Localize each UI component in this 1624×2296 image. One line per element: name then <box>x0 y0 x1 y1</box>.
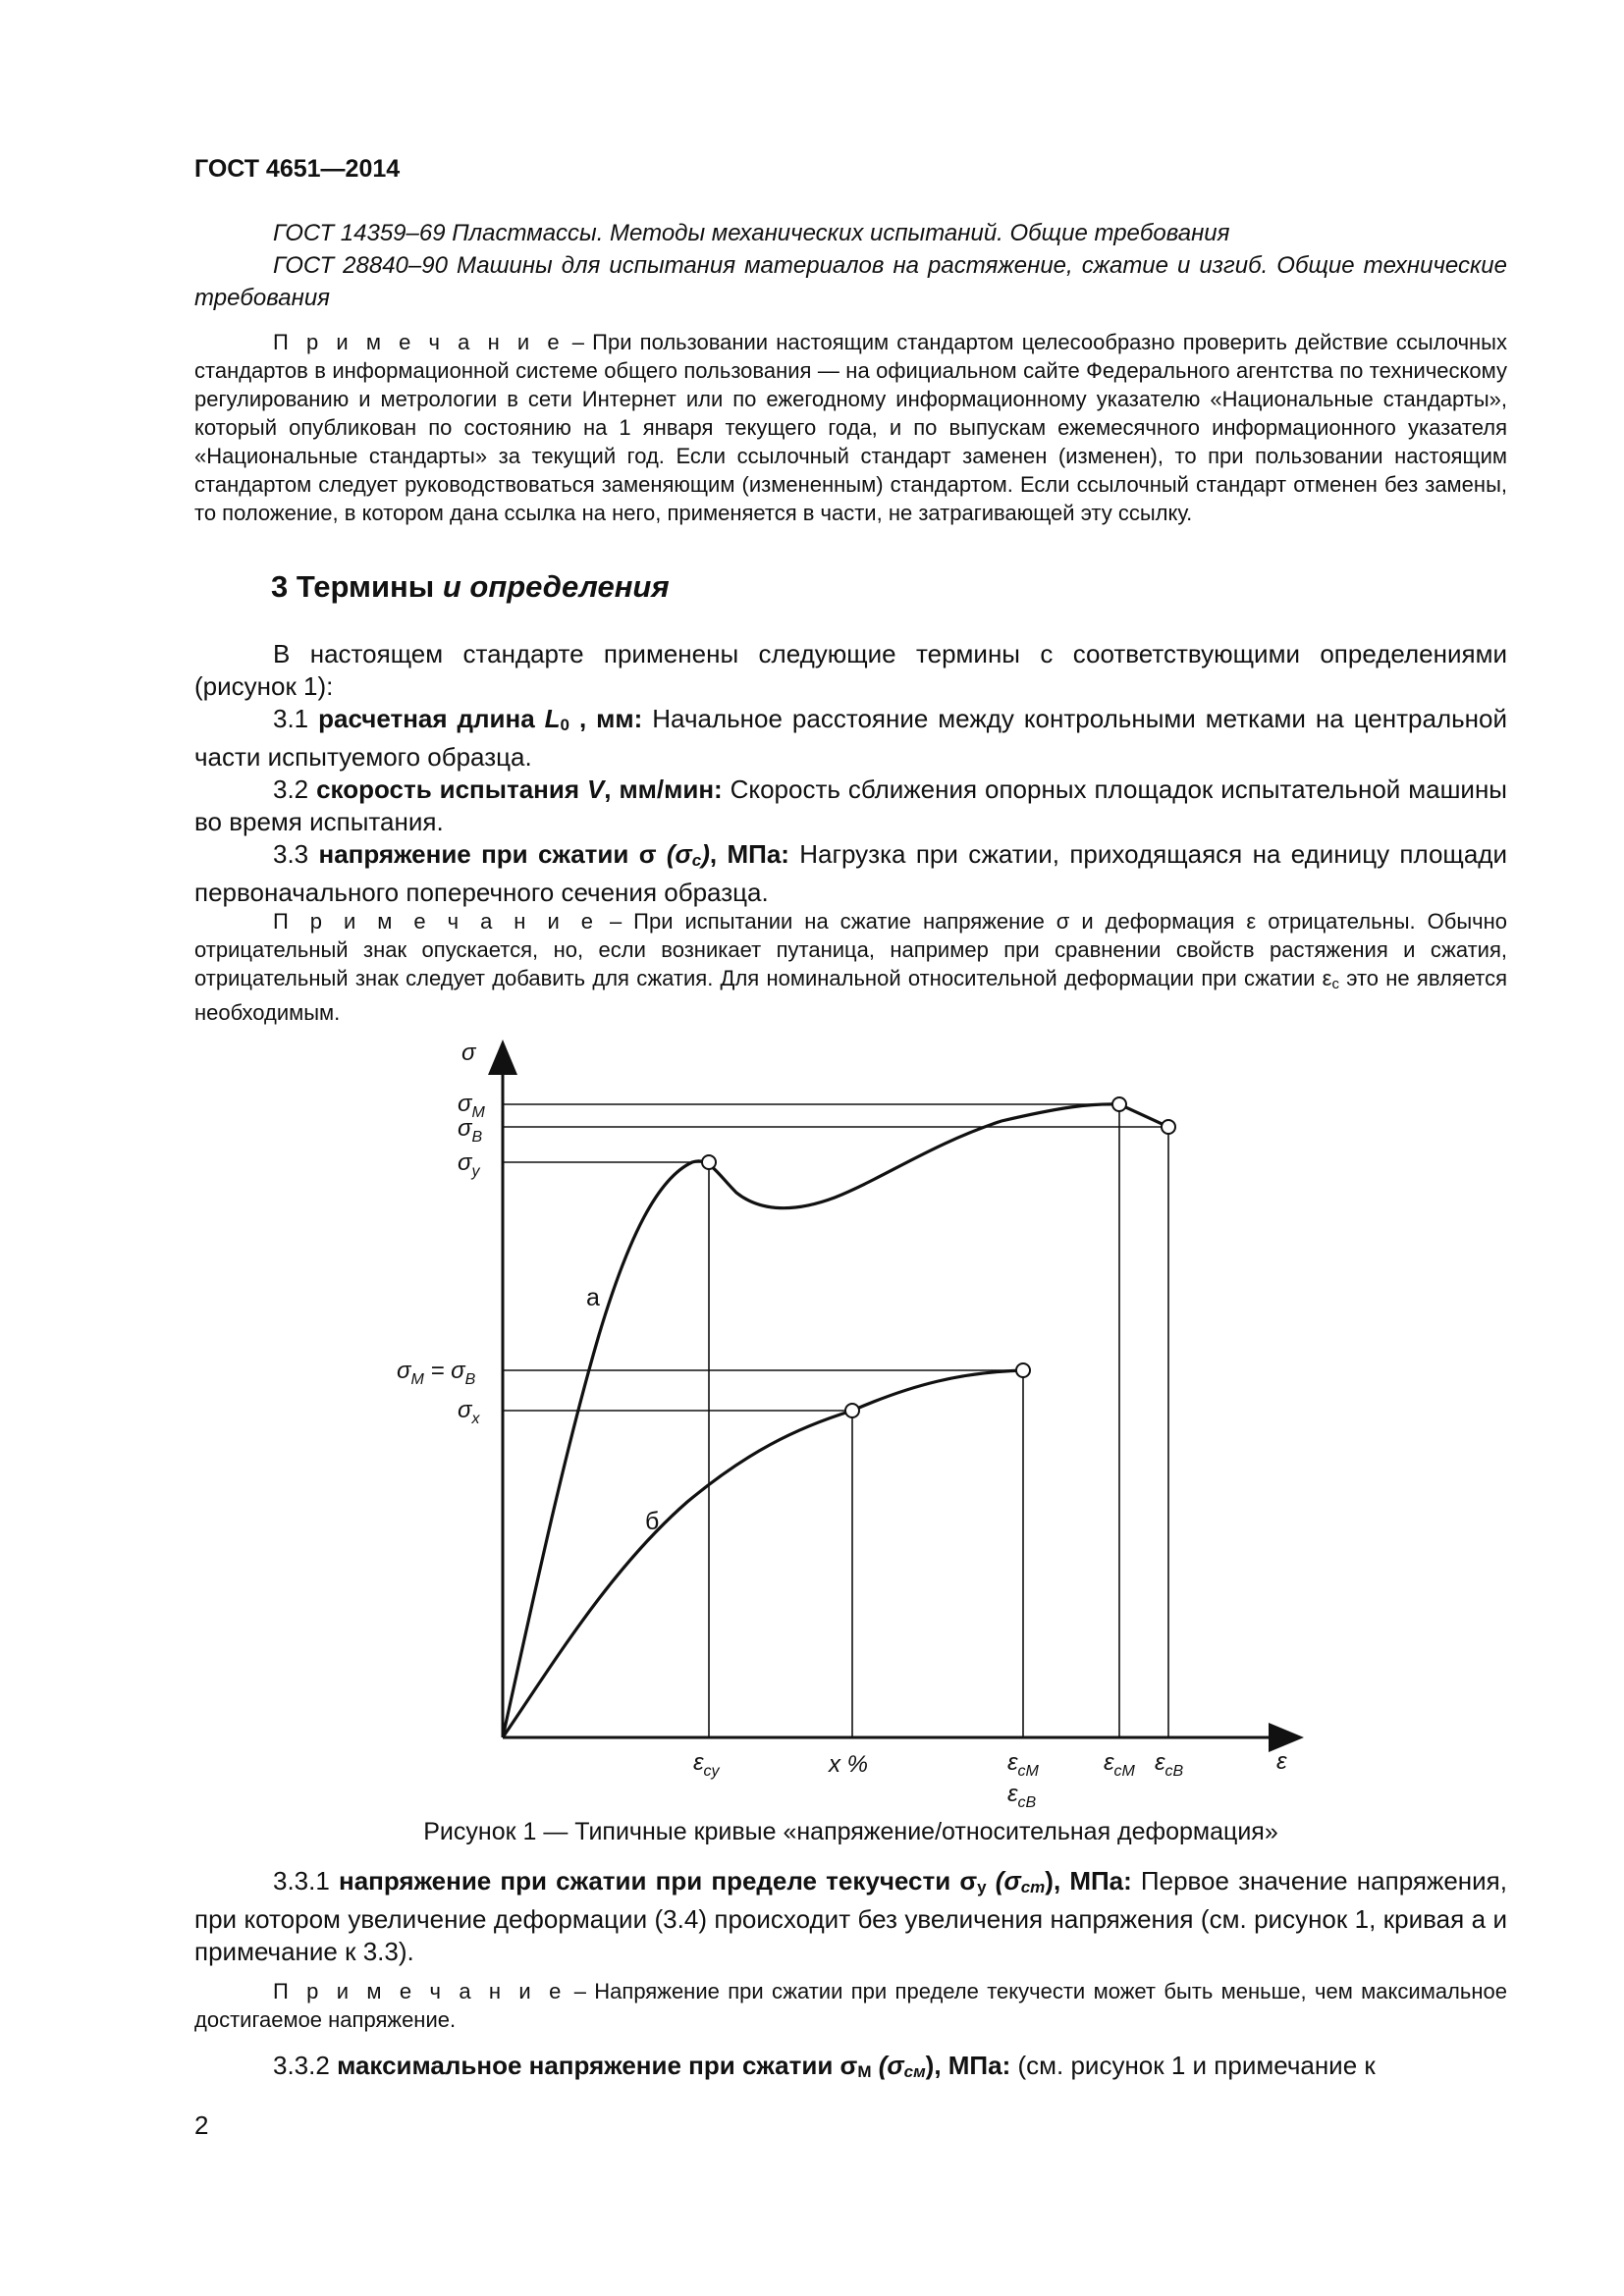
note-text: – Напряжение при сжатии при пределе текучести может быть меньше, чем максимальное достигаемое напряжение. <box>194 1979 1507 2032</box>
reference-item: ГОСТ 14359–69 Пластмассы. Методы механических испытаний. Общие требования <box>273 220 1230 246</box>
label-x-percent: x % <box>829 1751 869 1778</box>
label-eps-cB-a: $\varepsilon_{cB}$ <box>1155 1749 1184 1780</box>
curve-a <box>503 1104 1168 1737</box>
curve-b-label: б <box>645 1508 660 1535</box>
label-sigma-y: $\sigma_y$ <box>458 1149 480 1180</box>
curve-b <box>503 1370 1023 1737</box>
term-3-3-2: 3.3.2 максимальное напряжение при сжатии σМ (σсм), МПа: (см. рисунок 1 и примечание к <box>273 2051 1376 2081</box>
section-title: 3 Термины <box>271 569 443 604</box>
label-eps-cB-b: $\varepsilon_{cB}$ <box>1007 1781 1037 1811</box>
note-text: – При испытании на сжатие напряжение σ и деформация ε отрицательны. Обычно отрицательный знак опускается, но, если возникает путаница, например при сравнении свойств растяжения и сжатия, отрицательный знак следует добавить для сжатия. Для номинальной относительной деформации при сжатии ε <box>194 909 1507 990</box>
reference-item: ГОСТ 28840–90 Машины для испытания материалов на растяжение, сжатие и изгиб. Общие технические требования <box>194 252 1507 311</box>
page-number: 2 <box>194 2110 209 2140</box>
curve-a-label: а <box>586 1284 600 1311</box>
figure-caption: Рисунок 1 — Типичные кривые «напряжение/относительная деформация» <box>423 1818 1278 1845</box>
note-3 <box>194 1977 1507 2034</box>
term-3-3: 3.3 напряжение при сжатии σ (σс), МПа: Нагрузка при сжатии, приходящаяся на единицу площади первоначального поперечного сечения образца. <box>194 839 1507 907</box>
label-eps-cy: $\varepsilon_{cy}$ <box>693 1749 720 1780</box>
section-title-italic: и определения <box>442 569 670 604</box>
reference-lines <box>503 1104 1168 1737</box>
label-eps-cM-a: $\varepsilon_{cM}$ <box>1104 1749 1135 1780</box>
y-axis-label: σ <box>461 1040 476 1066</box>
label-sigma-M: $\sigma_М$ <box>458 1091 485 1121</box>
term-3-2: 3.2 скорость испытания V, мм/мин: Скорость сближения опорных площадок испытательной машины во время испытания. <box>194 774 1507 836</box>
label-eps-cM-b: $\varepsilon_{cM}$ <box>1007 1749 1039 1780</box>
note-label: П р и м е ч а н и е <box>273 909 598 934</box>
document-header: ГОСТ 4651—2014 <box>194 155 401 183</box>
note-label: П р и м е ч а н и е <box>273 330 565 354</box>
label-sigma-B: $\sigma_В$ <box>458 1115 483 1146</box>
note-label: П р и м е ч а н и е <box>273 1979 567 2003</box>
term-3-3-1: 3.3.1 напряжение при сжатии при пределе текучести σy (σст), МПа: Первое значение напряжения, при котором увеличение деформации (3.4) происходит без увеличения напряжения (см. рисунок 1, кривая а и примечание к 3.3). <box>194 1866 1507 1966</box>
note-2: П р и м е ч а н и е – При испытании на сжатие напряжение σ и деформация ε отрицательны. Обычно отрицательный знак опускается, но, если возникает путаница, например при сравнении свойств растяжения и сжатия, отрицательный знак следует добавить для сжатия. Для номинальной относительной деформации при сжатии εс это не является необходимым. <box>194 909 1507 1025</box>
x-axis-label: ε <box>1276 1748 1287 1775</box>
label-sigma-x: $\sigma_x$ <box>458 1397 480 1427</box>
note-text: – При пользовании настоящим стандартом целесообразно проверить действие ссылочных стандартов в информационной системе общего пользования — на официальном сайте Федерального агентства по техническому регулированию и метрологии в сети Интернет или по ежегодному информационному указателю «Национальные стандарты», который опубликован по состоянию на 1 января текущего года, и по выпускам ежемесячного информационного указателя «Национальные стандарты» за текущий год. Если ссылочный стандарт заменен (изменен), то при пользовании настоящим стандартом следует руководствоваться заменяющим (измененным) стандартом. Если ссылочный стандарт отменен без замены, то положение, в котором дана ссылка на него, применяется в части, не затрагивающей эту ссылку. <box>194 330 1507 525</box>
label-sigma-M-eq-B: $\sigma_М = \sigma_В$ <box>397 1358 476 1388</box>
term-3-1: 3.1 расчетная длина L0 , мм: Начальное расстояние между контрольными метками на центральной части испытуемого образца. <box>194 704 1508 772</box>
section-intro: В настоящем стандарте применены следующие термины с соответствующими определениями (рисунок 1): <box>194 639 1507 701</box>
